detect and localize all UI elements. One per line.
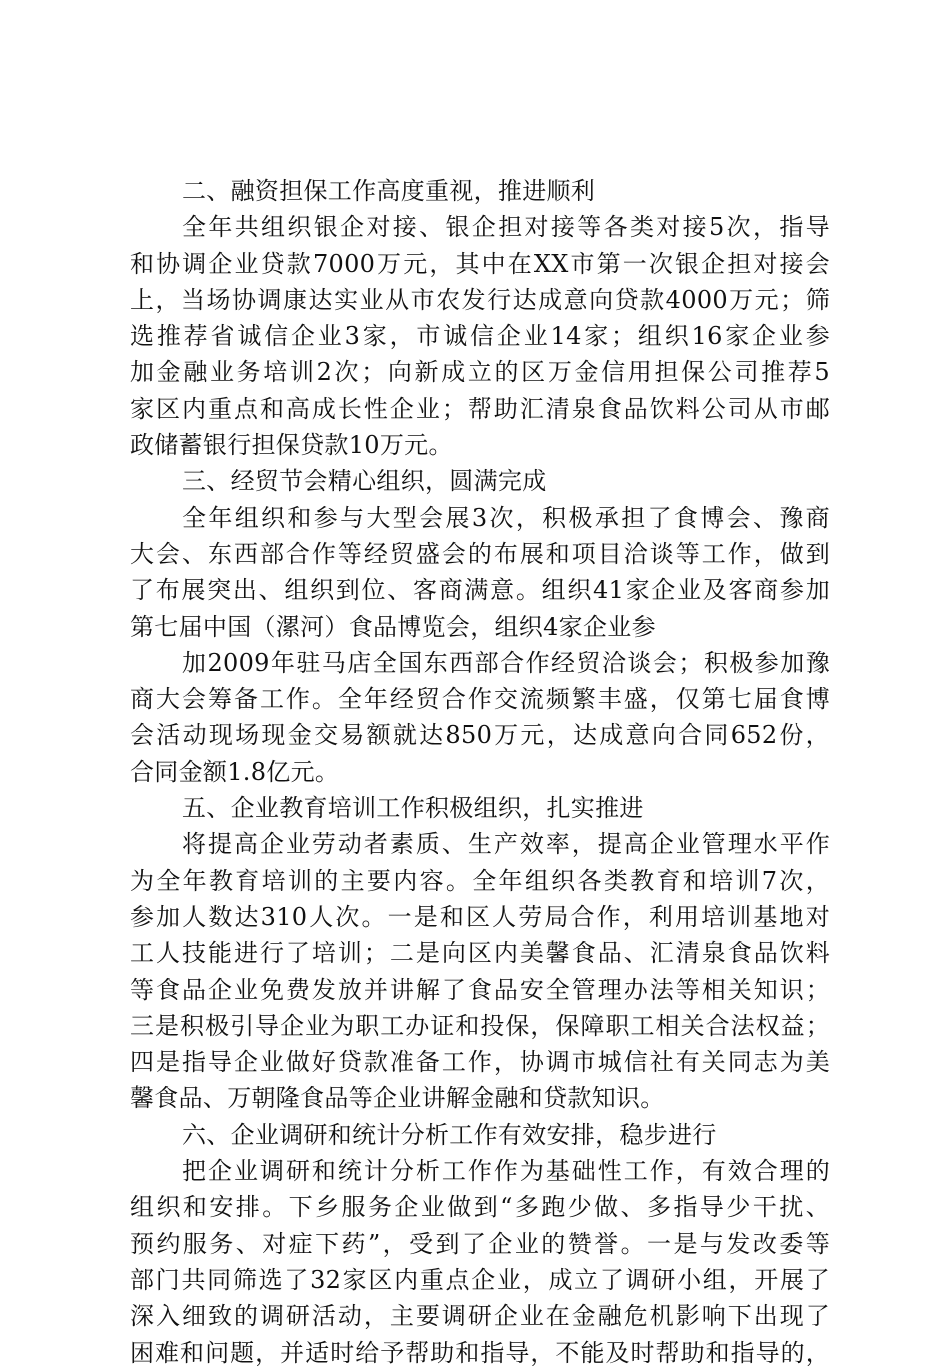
paragraph-line: 会活动现场现金交易额就达850万元，达成意向合同652份，	[130, 721, 830, 750]
paragraph-line: 四是指导企业做好贷款准备工作，协调市城信社有关同志为美	[130, 1048, 830, 1077]
document-body	[130, 173, 830, 1371]
paragraph-line: 馨食品、万朝隆食品等企业讲解金融和贷款知识。	[130, 1084, 665, 1113]
paragraph-line: 全年组织和参与大型会展3次，积极承担了食博会、豫商	[182, 503, 830, 532]
paragraph-line: 三是积极引导企业为职工办证和投保，保障职工相关合法权益；	[130, 1011, 830, 1040]
paragraph-line: 深入细致的调研活动，主要调研企业在金融危机影响下出现了	[130, 1302, 830, 1331]
paragraph-line: 将提高企业劳动者素质、生产效率，提高企业管理水平作	[182, 830, 830, 859]
paragraph-line: 大会、东西部合作等经贸盛会的布展和项目洽谈等工作，做到	[130, 539, 830, 568]
paragraph-line: 参加人数达310人次。一是和区人劳局合作，利用培训基地对	[130, 902, 830, 931]
paragraph-line: 加金融业务培训2次；向新成立的区万金信用担保公司推荐5	[130, 358, 830, 387]
paragraph-line: 等食品企业免费发放并讲解了食品安全管理办法等相关知识；	[130, 975, 830, 1004]
paragraph-line: 了布展突出、组织到位、客商满意。组织41家企业及客商参加	[130, 576, 830, 605]
paragraph-line: 部门共同筛选了32家区内重点企业，成立了调研小组，开展了	[130, 1265, 830, 1294]
paragraph-line: 和协调企业贷款7000万元，其中在XX市第一次银企担对接会	[130, 249, 830, 278]
paragraph-line: 家区内重点和高成长性企业；帮助汇清泉食品饮料公司从市邮	[130, 394, 830, 423]
paragraph-line: 上，当场协调康达实业从市农发行达成意向贷款4000万元；筛	[130, 285, 830, 314]
paragraph-line: 困难和问题，并适时给予帮助和指导，不能及时帮助和指导的，	[130, 1338, 830, 1367]
paragraph-line: 选推荐省诚信企业3家，市诚信企业14家；组织16家企业参	[130, 322, 830, 351]
section-heading-line: 三、经贸节会精心组织，圆满完成	[182, 467, 547, 496]
paragraph-line: 全年共组织银企对接、银企担对接等各类对接5次，指导	[182, 213, 830, 242]
paragraph-line: 把企业调研和统计分析工作作为基础性工作，有效合理的	[182, 1157, 830, 1186]
paragraph-line: 组织和安排。下乡服务企业做到“多跑少做、多指导少干扰、	[130, 1193, 830, 1222]
paragraph-line: 为全年教育培训的主要内容。全年组织各类教育和培训7次，	[130, 866, 830, 895]
paragraph-line: 预约服务、对症下药”，受到了企业的赞誉。一是与发改委等	[130, 1229, 830, 1258]
section-heading-line: 五、企业教育培训工作积极组织，扎实推进	[182, 794, 644, 823]
section-heading-line: 二、融资担保工作高度重视，推进顺利	[182, 177, 596, 205]
paragraph-line: 合同金额1.8亿元。	[130, 757, 340, 786]
paragraph-line: 第七届中国（漯河）食品博览会，组织4家企业参	[130, 612, 656, 641]
section-heading-line: 六、企业调研和统计分析工作有效安排，稳步进行	[182, 1120, 717, 1149]
paragraph-line: 商大会筹备工作。全年经贸合作交流频繁丰盛，仅第七届食博	[130, 685, 830, 714]
paragraph-line: 加2009年驻马店全国东西部合作经贸洽谈会；积极参加豫	[182, 648, 830, 677]
paragraph-line: 政储蓄银行担保贷款10万元。	[130, 431, 453, 460]
paragraph-line: 工人技能进行了培训；二是向区内美馨食品、汇清泉食品饮料	[130, 939, 830, 968]
